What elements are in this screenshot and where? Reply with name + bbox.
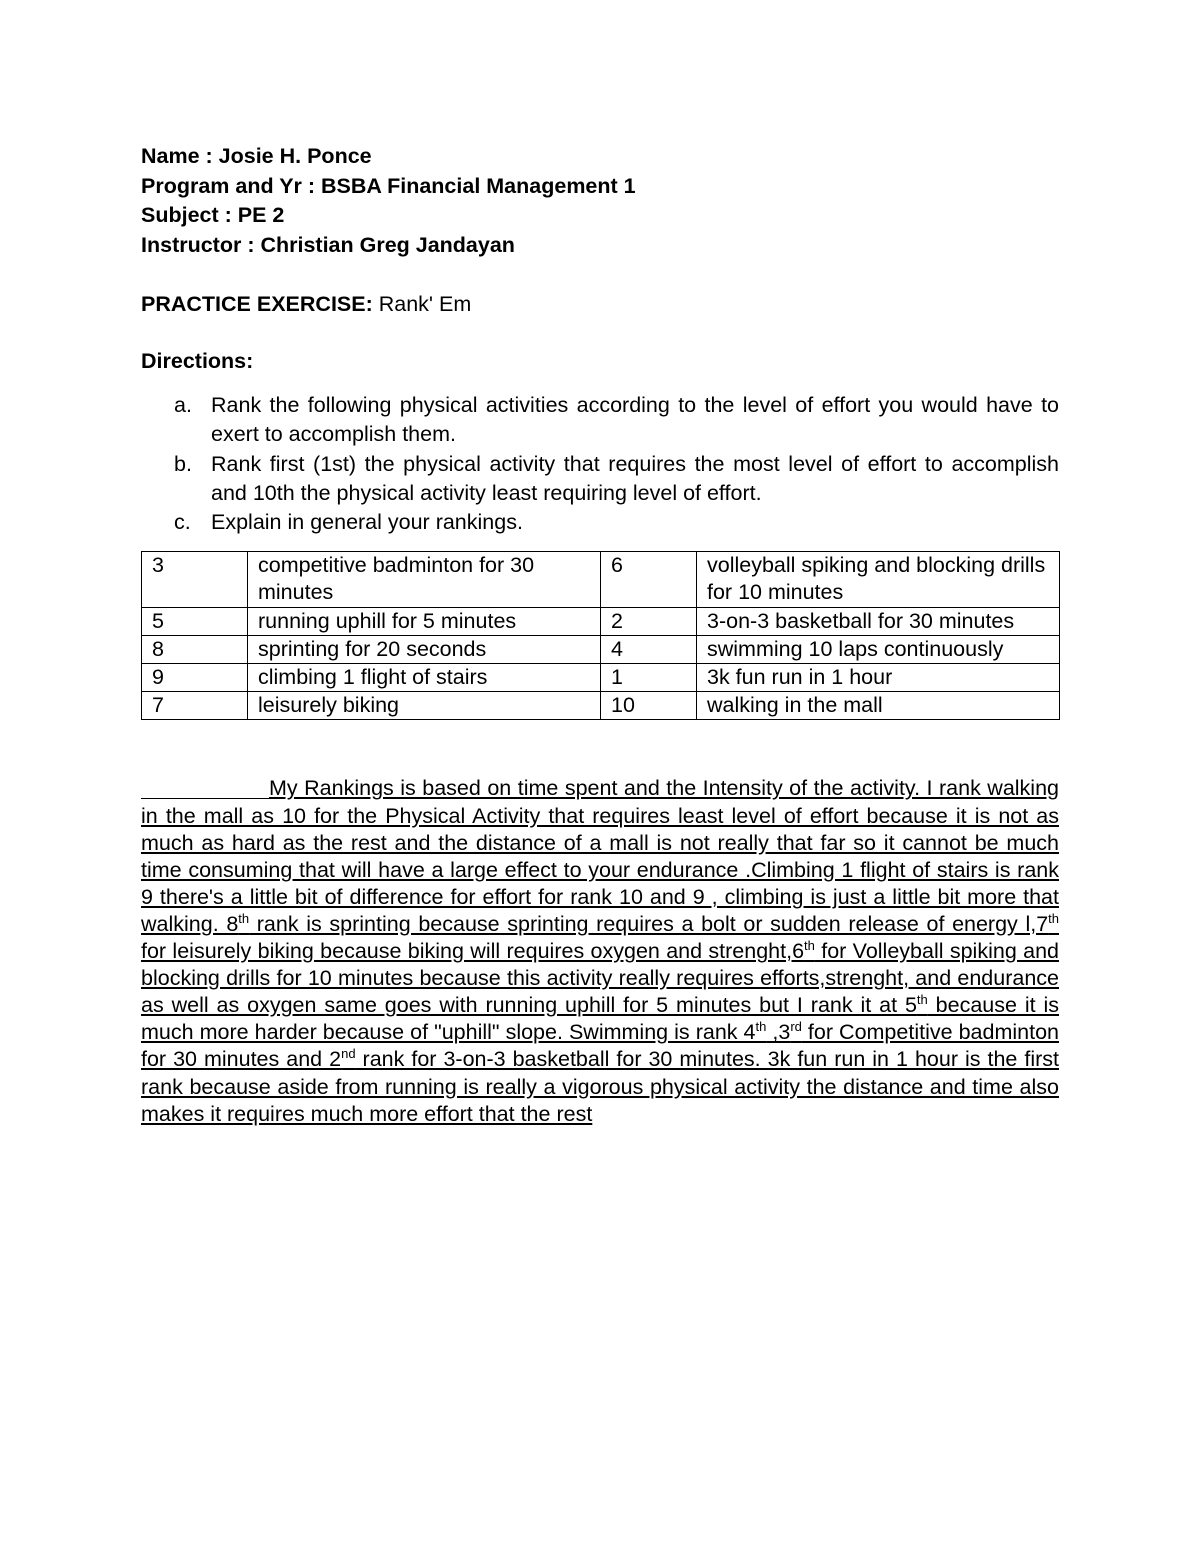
explanation-text: rank for 3-on-3 basketball for 30 minutes. 3k fun run in 1 hour is the first rank because aside from running is really a vigorous physical activity the distance and time also makes it requires much more effort that the rest: [141, 1047, 1059, 1126]
explanation-text: rank is sprinting because sprinting requires a bolt or sudden release of energy l,7: [249, 911, 1049, 936]
rank-cell: 7: [142, 692, 248, 720]
activity-cell: 3-on-3 basketball for 30 minutes: [697, 608, 1060, 636]
rank-cell: 9: [142, 664, 248, 692]
explanation-text: for leisurely biking because biking will requires oxygen and strenght,6: [141, 939, 805, 964]
explanation-text: ,3: [766, 1020, 791, 1045]
indent-underline: [141, 797, 269, 799]
rank-cell: 8: [142, 636, 248, 664]
activity-cell: leisurely biking: [248, 692, 601, 720]
subject: Subject : PE 2: [141, 203, 285, 227]
ordinal-suffix: th: [755, 1019, 767, 1035]
rank-cell: 4: [601, 636, 697, 664]
activity-cell: volleyball spiking and blocking drills for 10 minutes: [697, 552, 1060, 608]
explanation-text: because it is much more harder because of "uphill" slope. Swimming is rank 4: [141, 993, 1059, 1045]
ordinal-suffix: th: [804, 938, 815, 954]
table-row: [142, 608, 1060, 636]
rank-cell: 5: [142, 608, 248, 636]
document-page: [141, 142, 1059, 1128]
rank-cell: 10: [601, 692, 697, 720]
student-name: Name : Josie H. Ponce: [141, 144, 372, 168]
exercise-label: PRACTICE EXERCISE:: [141, 292, 373, 316]
directions-heading: Directions:: [141, 349, 254, 373]
ordinal-suffix: nd: [341, 1046, 356, 1062]
ordinal-suffix: th: [238, 910, 250, 926]
ordinal-suffix: th: [1048, 910, 1059, 926]
direction-item: [141, 450, 1059, 509]
activity-cell: swimming 10 laps continuously: [697, 636, 1060, 664]
direction-text: Explain in general your rankings.: [211, 510, 523, 535]
direction-text: Rank the following physical activities according to the level of effort you would have to exert to accomplish them.: [211, 393, 1059, 447]
program-year: Program and Yr : BSBA Financial Management 1: [141, 173, 636, 198]
rank-cell: 6: [601, 552, 697, 608]
direction-marker: a.: [174, 393, 192, 417]
activity-cell: sprinting for 20 seconds: [248, 636, 601, 664]
ordinal-suffix: th: [916, 992, 928, 1008]
activity-cell: climbing 1 flight of stairs: [248, 664, 601, 692]
explanation-text: for Volleyball spiking and blocking drills for 10 minutes because this activity really requires efforts,strenght, and endurance as well as oxygen same goes with running uphill for 5 minutes but I rank it at 5: [141, 939, 1059, 1018]
rank-cell: 2: [601, 608, 697, 636]
direction-text: Rank first (1st) the physical activity that requires the most level of effort to accomplish and 10th the physical activity least requiring level of effort.: [211, 451, 1059, 505]
activity-cell: running uphill for 5 minutes: [248, 608, 601, 636]
rank-cell: 3: [142, 552, 248, 608]
table-row: [142, 552, 1060, 608]
table-row: [142, 664, 1060, 692]
ranking-table: [141, 551, 1060, 720]
rankings-explanation: [141, 775, 1059, 1127]
instructor: Instructor : Christian Greg Jandayan: [141, 232, 515, 257]
directions-list: [141, 391, 1059, 537]
direction-marker: c.: [174, 510, 191, 535]
exercise-title: [141, 290, 1059, 319]
exercise-name: Rank' Em: [372, 292, 472, 316]
activity-cell: competitive badminton for 30 minutes: [248, 552, 601, 608]
activity-cell: walking in the mall: [697, 692, 1060, 720]
direction-marker: b.: [174, 451, 192, 476]
activity-cell: 3k fun run in 1 hour: [697, 664, 1060, 692]
table-row: [142, 692, 1060, 720]
ordinal-suffix: rd: [790, 1019, 802, 1035]
direction-item: [141, 391, 1059, 450]
explanation-text: My Rankings is based on time spent and the Intensity of the activity. I rank walking in the mall as 10 for the Physical Activity that requires least level of effort because it is not as much as hard as the rest and the distance of a mall is not really that far so it cannot be much time consuming that will have a large effect to your endurance .Climbing 1 flight of stairs is rank 9 there's a little bit of difference for effort for rank 10 and 9 , climbing is just a little bit more that walking. 8: [141, 776, 1059, 936]
explanation-text: for Competitive badminton for 30 minutes and 2: [141, 1020, 1059, 1072]
direction-item: [141, 508, 1059, 537]
table-row: [142, 636, 1060, 664]
rank-cell: 1: [601, 664, 697, 692]
